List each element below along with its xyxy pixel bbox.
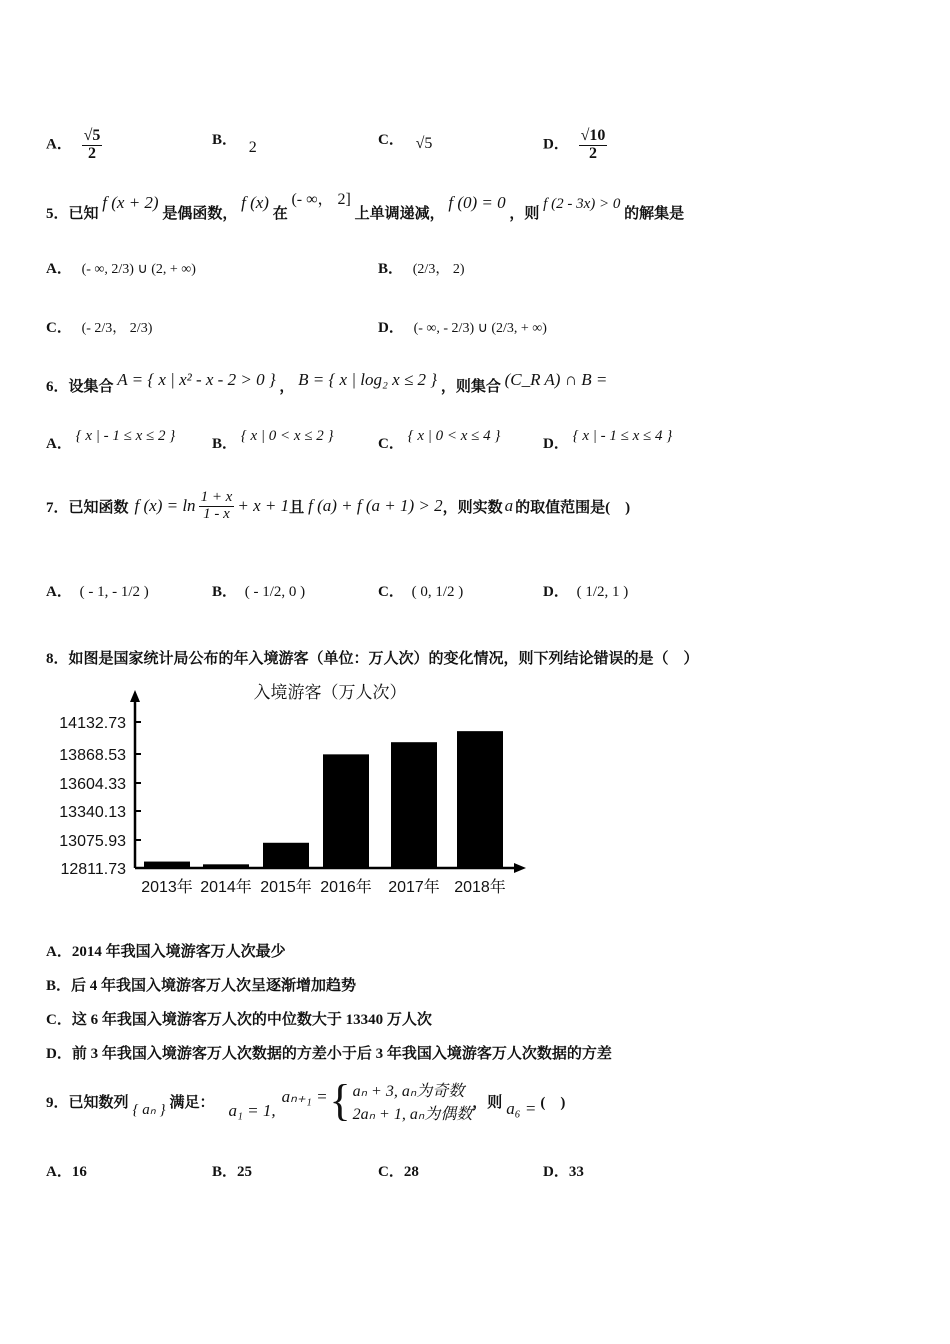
q7-option-c — [378, 580, 463, 601]
q7-math-1a: f (x) = ln — [134, 496, 196, 516]
q9-math-3: aₙ₊₁ = — [281, 1087, 328, 1106]
q6-option-d — [543, 428, 673, 453]
q5-option-c-label: C． — [46, 320, 72, 336]
q7-option-c-value: ( 0, 1/2 ) — [411, 584, 464, 600]
q7-frac-den: 1 - x — [203, 505, 230, 522]
q6-option-d-label: D． — [543, 436, 569, 452]
q9-math-4: a₆ = — [506, 1099, 537, 1118]
q8-option-c: C．这 6 年我国入境游客万人次的中位数大于 13340 万人次 — [46, 1012, 432, 1028]
q4-option-c — [378, 128, 433, 152]
x-tick-label: 2014年 — [200, 879, 252, 896]
q8-stem: 8．如图是国家统计局公布的年入境游客（单位：万人次）的变化情况，则下列结论错误的是（ ） — [46, 651, 699, 667]
bar — [391, 742, 437, 868]
q7-option-d — [543, 580, 628, 601]
q5-option-b — [378, 257, 464, 278]
x-tick-label: 2015年 — [260, 879, 312, 896]
q7-stem-text-4: 的取值范围是( ) — [515, 499, 631, 516]
q9-math-1: { aₙ } — [132, 1101, 166, 1118]
q6-option-c-label: C． — [378, 436, 404, 452]
q6-stem — [46, 370, 608, 396]
q5-option-a — [46, 257, 196, 278]
q4-option-a-label: A． — [46, 136, 72, 153]
y-tick-label: 13604.33 — [59, 776, 126, 793]
q7-option-b — [212, 580, 305, 601]
q6-option-a-label: A． — [46, 436, 72, 452]
q4-option-b — [212, 128, 257, 156]
x-tick-label: 2016年 — [320, 879, 372, 896]
y-axis-ticks — [59, 715, 141, 878]
q5-math-4: f (0) = 0 — [448, 193, 506, 212]
q6-option-a — [46, 428, 176, 453]
bar — [323, 754, 369, 868]
q5-option-a-value: (- ∞, 2/3) ∪ (2, + ∞) — [81, 262, 196, 277]
q5-option-d-label: D． — [378, 320, 404, 336]
q5-stem-text-3: 在 — [272, 206, 288, 222]
q8-option-a: A．2014 年我国入境游客万人次最少 — [46, 944, 286, 960]
q9-brace: { — [329, 1076, 351, 1125]
q4-option-a — [46, 128, 102, 163]
q8-option-b: B．后 4 年我国入境游客万人次呈逐渐增加趋势 — [46, 978, 357, 994]
q6-math-1: A = { x | x² - x - 2 > 0 } — [117, 370, 276, 389]
q6-option-d-value: { x | - 1 ≤ x ≤ 4 } — [572, 428, 673, 444]
q7-option-a-value: ( - 1, - 1/2 ) — [79, 584, 149, 600]
y-tick-label: 13075.93 — [59, 833, 126, 850]
bars — [144, 731, 503, 868]
q6-stem-text-3: ，则集合 — [440, 379, 501, 395]
q6-option-b-label: B． — [212, 436, 238, 452]
q5-stem-text-6: 的解集是 — [624, 206, 685, 222]
q5-stem-text-5: ，则 — [509, 206, 540, 222]
y-tick-label: 14132.73 — [59, 715, 126, 732]
q4-option-d — [543, 128, 607, 163]
q7-math-2: f (a) + f (a + 1) > 2 — [308, 496, 443, 516]
q7-stem-text-3: ，则实数 — [442, 499, 503, 516]
q4-option-a-den: 2 — [87, 144, 96, 162]
q7-option-b-value: ( - 1/2, 0 ) — [244, 584, 306, 600]
q4-option-d-frac — [579, 128, 608, 163]
q5-math-5: f (2 - 3x) > 0 — [543, 196, 621, 212]
q5-math-2: f (x) — [241, 193, 269, 212]
q7-stem — [46, 490, 630, 523]
q5-stem — [46, 191, 685, 223]
q7-option-a-label: A． — [46, 584, 72, 600]
q5-stem-text-2: 是偶函数， — [162, 206, 238, 222]
x-axis-labels — [141, 877, 506, 896]
q6-option-b — [212, 428, 334, 453]
q5-math-3: (- ∞， 2] — [291, 191, 351, 208]
q7-stem-text-2: 且 — [289, 499, 305, 516]
q9-cases — [353, 1078, 473, 1124]
q4-option-b-label: B． — [212, 132, 238, 148]
q9-stem-text-2: 满足： — [169, 1094, 215, 1111]
bar — [263, 843, 309, 868]
q4-option-a-frac — [82, 128, 103, 163]
q7-fraction — [199, 490, 235, 523]
q9-case-1: aₙ + 3, aₙ为奇数 — [352, 1083, 465, 1100]
q4-option-a-num: √5 — [83, 127, 101, 144]
q6-math-2: B = { x | log₂ x ≤ 2 } — [298, 370, 438, 389]
q4-option-c-label: C． — [378, 132, 404, 148]
q9-option-c: C．28 — [378, 1164, 419, 1180]
q5-math-1: f (x + 2) — [102, 193, 159, 212]
q5-stem-text-1: 5．已知 — [46, 206, 99, 222]
q9-math-2: a₁ = 1, — [228, 1101, 276, 1120]
bar — [457, 731, 503, 868]
q9-stem-text-4: ( ) — [540, 1094, 566, 1111]
q5-option-b-value: (2/3， 2) — [412, 262, 465, 277]
q9-option-b: B．25 — [212, 1164, 253, 1180]
chart-title: 入境游客（万人次） — [253, 683, 407, 702]
q5-option-a-label: A． — [46, 261, 72, 277]
q7-math-3: a — [504, 496, 514, 516]
q5-option-c-value: (- 2/3， 2/3) — [81, 321, 153, 336]
q8-option-d: D．前 3 年我国入境游客万人次数据的方差小于后 3 年我国入境游客万人次数据的方差 — [46, 1046, 612, 1062]
q7-option-a — [46, 580, 149, 601]
q9-stem-text-3: ，则 — [472, 1094, 503, 1111]
q9-stem — [46, 1078, 565, 1124]
q6-math-3: (C_R A) ∩ B = — [504, 370, 608, 389]
q5-option-b-label: B． — [378, 261, 404, 277]
q7-option-d-label: D． — [543, 584, 569, 600]
q5-option-d-value: (- ∞, - 2/3) ∪ (2/3, + ∞) — [413, 321, 547, 336]
y-axis-arrow — [130, 690, 140, 702]
x-tick-label: 2017年 — [388, 879, 440, 896]
q7-frac-num: 1 + x — [200, 489, 233, 505]
q4-option-d-label: D． — [543, 136, 569, 153]
q4-option-d-num: √10 — [580, 127, 606, 144]
q6-option-a-value: { x | - 1 ≤ x ≤ 2 } — [75, 428, 176, 444]
y-tick-label: 12811.73 — [60, 861, 126, 878]
q5-stem-text-4: 上单调递减， — [354, 206, 445, 222]
q6-option-c — [378, 428, 501, 453]
q7-stem-text-1: 7．已知函数 — [46, 499, 129, 516]
q7-option-c-label: C． — [378, 584, 404, 600]
q9-case-2: 2aₙ + 1, aₙ为偶数 — [352, 1106, 473, 1123]
q4-option-b-value: 2 — [248, 139, 257, 156]
q8-bar-chart — [40, 678, 540, 903]
q7-option-b-label: B． — [212, 584, 238, 600]
x-tick-label: 2013年 — [141, 879, 193, 896]
q6-stem-text-2: ， — [279, 379, 295, 395]
q9-option-a: A．16 — [46, 1164, 87, 1180]
q4-option-d-den: 2 — [588, 144, 597, 162]
q7-option-d-value: ( 1/2, 1 ) — [576, 584, 629, 600]
x-tick-label: 2018年 — [454, 879, 506, 896]
x-axis-arrow — [514, 863, 526, 873]
q4-option-c-value: √5 — [415, 135, 433, 152]
q9-option-d: D．33 — [543, 1164, 584, 1180]
q6-option-b-value: { x | 0 < x ≤ 2 } — [240, 428, 334, 444]
q6-stem-text-1: 6．设集合 — [46, 379, 114, 395]
q7-math-1b: + x + 1 — [237, 496, 290, 516]
q6-option-c-value: { x | 0 < x ≤ 4 } — [407, 428, 501, 444]
y-tick-label: 13868.53 — [59, 747, 126, 764]
q9-stem-text-1: 9．已知数列 — [46, 1094, 129, 1111]
q5-option-d — [378, 316, 547, 337]
q5-option-c — [46, 316, 152, 337]
y-tick-label: 13340.13 — [59, 804, 126, 821]
